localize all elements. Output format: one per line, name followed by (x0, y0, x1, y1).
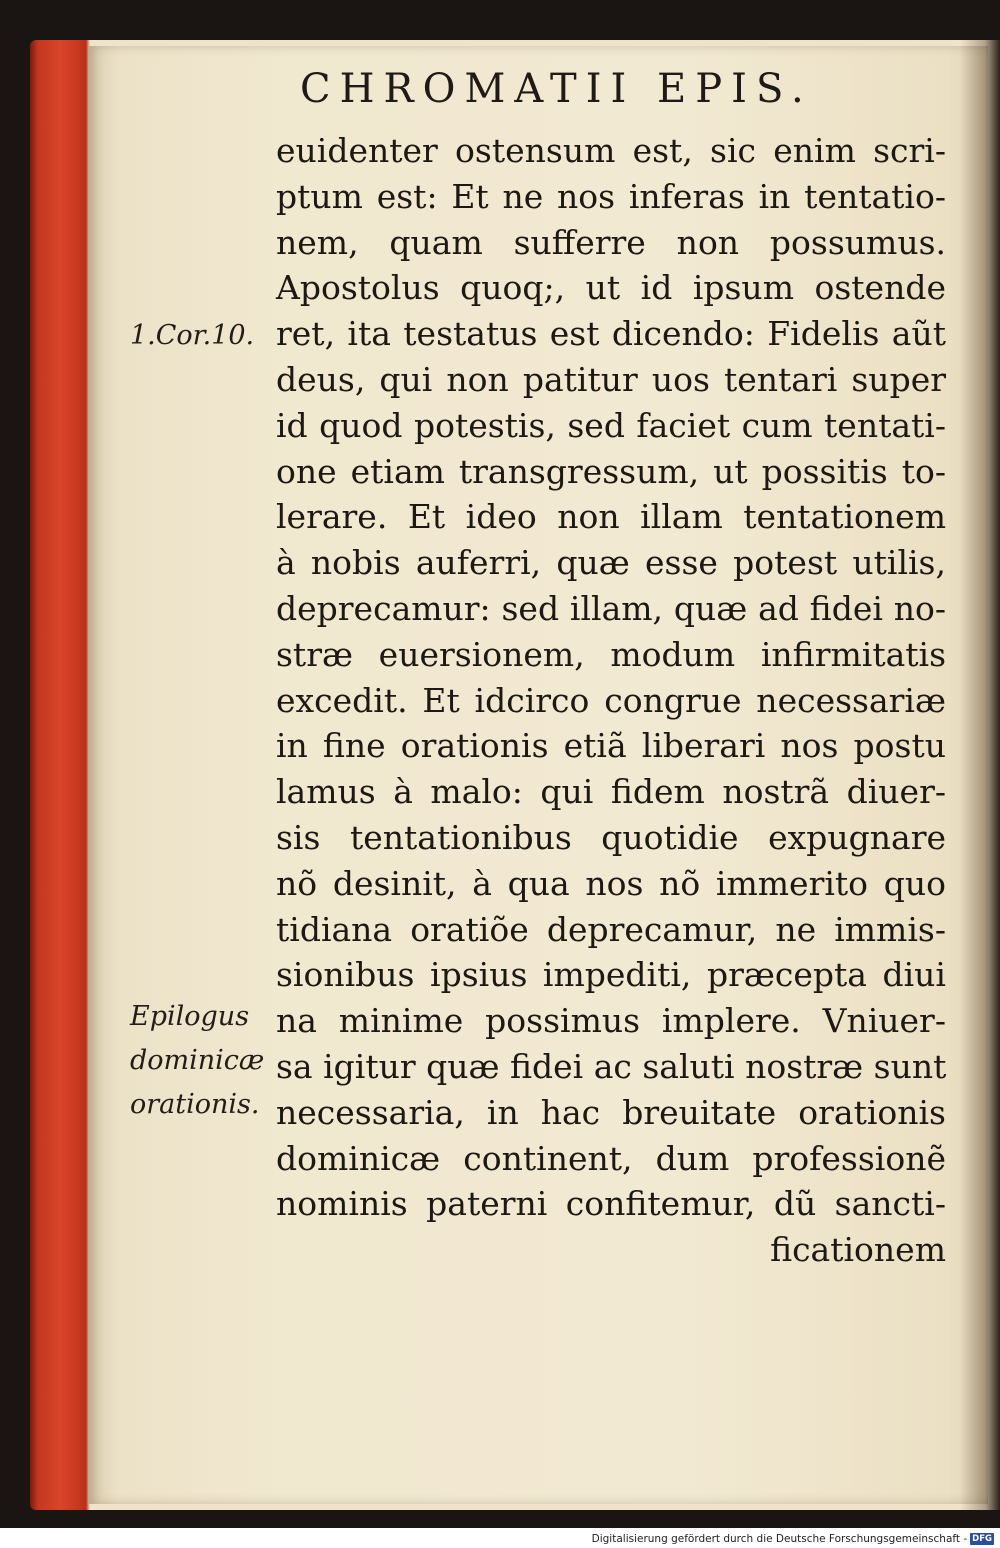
scan-bottom-band (0, 1510, 1000, 1528)
credit-text: Digitalisierung gefördert durch die Deutsche Forschungsgemeinschaft - (591, 1533, 968, 1545)
text-line: lerare. Et ideo non illam tentationem (276, 497, 946, 537)
text-line: na minime possimus implere. Vniuer- (276, 1001, 946, 1041)
text-line: à nobis auferri, quæ esse potest utilis, (276, 543, 946, 583)
text-line: tidiana oratiõe deprecamur, ne immis- (276, 909, 946, 949)
text-line: lamus à malo: qui fidem nostrã diuer- (276, 772, 946, 812)
text-line: sionibus ipsius impediti, præcepta diui (276, 955, 946, 995)
dfg-logo: DFG (972, 1534, 992, 1544)
text-line: nõ desinit, à qua nos nõ immerito quo (276, 863, 946, 903)
text-line: nem, quam sufferre non possumus. (276, 222, 946, 262)
text-line: excedit. Et idcirco congrue necessariæ (276, 680, 946, 720)
text-line: one etiam transgressum, ut possitis to- (276, 451, 946, 491)
digitization-credit (592, 1530, 994, 1548)
body-text (276, 128, 946, 1273)
text-line: stræ euersionem, modum infirmitatis (276, 634, 946, 674)
text-line: nominis paterni confitemur, dũ sancti- (276, 1184, 946, 1224)
text-line: ret, ita testatus est dicendo: Fidelis aũt (276, 314, 946, 354)
gutter-shadow (960, 40, 1000, 1510)
text-line: Apostolus quoq;, ut id ipsum ostende (276, 268, 946, 308)
margin-note-line: dominicæ (130, 1045, 265, 1076)
catchword: ficationem (770, 1230, 946, 1270)
text-line: deus, qui non patitur uos tentari super (276, 359, 946, 399)
text-line: sa igitur quæ fidei ac saluti nostræ sunt (276, 1046, 947, 1086)
margin-note-epilogus (130, 995, 280, 1127)
text-line: euidenter ostensum est, sic enim scri- (276, 131, 946, 170)
margin-note-scripture-reference: 1.Cor.10. (130, 320, 255, 351)
text-line: id quod potestis, sed faciet cum tentati- (276, 405, 946, 445)
running-head: CHROMATII EPIS. (300, 66, 813, 112)
text-line: in fine orationis etiã liberari nos postu (276, 726, 946, 766)
margin-note-line: orationis. (130, 1089, 260, 1120)
text-line: necessaria, in hac breuitate orationis (276, 1092, 946, 1132)
text-line: dominicæ continent, dum professionẽ (276, 1138, 946, 1178)
text-line: deprecamur: sed illam, quæ ad fidei no- (276, 588, 946, 628)
text-line: sis tentationibus quotidie expugnare (276, 817, 946, 857)
margin-note-line: Epilogus (130, 1001, 250, 1032)
text-line: ptum est: Et ne nos inferas in tentatio- (276, 176, 946, 216)
